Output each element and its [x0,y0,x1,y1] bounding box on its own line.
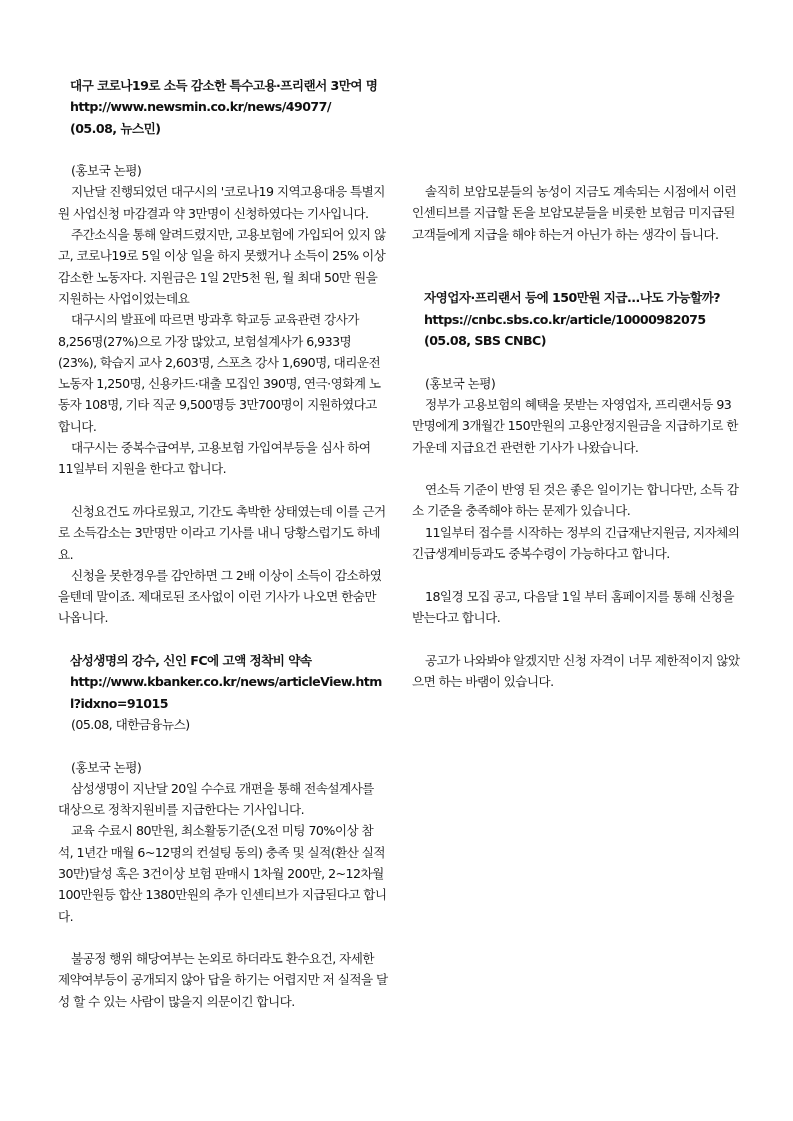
paragraph: 불공정 행위 해당여부는 논외로 하더라도 환수요건, 자세한 제약여부등이 공개되지 않아 답을 하기는 어렵지만 저 실적을 달성 할 수 있는 사람이 많을지 의문이긴 합니다. [58,951,388,1009]
article-source: (05.08, 대한금융뉴스) [71,716,190,732]
article-samsung-life [58,650,388,1012]
paragraph: 교육 수료시 80만원, 최소활동기준(오전 미팅 70%이상 참석, 1년간 매월 6~12명의 컨설팅 동의) 충족 및 실적(환산 실적 30만)달성 혹은 3건이상 보험 판매시 1차월 200만, 2~12차월 100만원등 합산 1380만원의 추가 인센티브가 지급된다고 합니다. [58,823,387,924]
paragraph: 연소득 기준이 반영 된 것은 좋은 일이기는 합니다만, 소득 감소 기준을 충족해야 하는 문제가 있습니다. [412,482,739,519]
article-source: (05.08, SBS CNBC) [424,333,546,349]
article-title: 삼성생명의 강수, 신인 FC에 고액 정착비 약속 [70,653,312,669]
review-label: (홍보국 논평) [71,759,142,775]
article-samsung-life-cont [412,75,740,245]
left-column [58,75,388,1012]
right-column [412,75,740,692]
paragraph: 18일경 모집 공고, 다음달 1일 부터 홈페이지를 통해 신청을 받는다고 합니다. [412,588,735,625]
paragraph: 주간소식을 통해 알려드렸지만, 고용보험에 가입되어 있지 않고, 코로나19로 5일 이상 일을 하지 못했거나 소득이 25% 이상 감소한 노동자다. 지원금은 1일 2만5천 원, 월 최대 50만 원을 지원하는 사업이었는데요 [58,227,386,306]
paragraph: 11일부터 접수를 시작하는 정부의 긴급재난지원금, 지자체의 긴급생계비등과도 중복수령이 가능하다고 합니다. [412,524,740,562]
paragraph: 대구시의 발표에 따르면 방과후 학교등 교육관련 강사가 8,256명(27%)으로 가장 많았고, 보험설계사가 6,933명(23%), 학습지 교사 2,603명, 스포츠 강사 1,690명, 대리운전 노동자 1,250명, 신용카드·대출 모집인 390명, 연극·영화계 노동자 108명, 기타 직군 9,500명등 3만700명이 지원하였다고 합니다. [58,312,381,434]
article-url[interactable]: http://www.kbanker.co.kr/news/articleView.html?idxno=91015 [70,674,382,711]
paragraph: 솔직히 보암모분들의 농성이 지금도 계속되는 시점에서 이런 인센티브를 지급할 돈을 보암모분들을 비롯한 보험금 미지급된 고객들에게 지급을 해야 하는거 아닌가 하는 생각이 듭니다. [412,184,737,242]
article-title: 대구 코로나19로 소득 감소한 특수고용·프리랜서 3만여 명 [70,78,378,93]
article-daegu [58,75,388,629]
paragraph: 지난달 진행되었던 대구시의 '코로나19 지역고용대응 특별지원 사업신청 마감결과 약 3만명이 신청하였다는 기사입니다. [58,184,385,221]
review-label: (홍보국 논평) [425,375,496,391]
paragraph: 공고가 나와봐야 알겠지만 신청 자격이 너무 제한적이지 않았으면 하는 바램이 있습니다. [412,652,740,689]
article-url[interactable]: https://cnbc.sbs.co.kr/article/10000982075 [424,311,706,327]
article-url[interactable]: http://www.newsmin.co.kr/news/49077/ [70,99,331,115]
article-title: 자영업자·프리랜서 등에 150만원 지급...나도 가능할까? [424,290,720,306]
paragraph: 신청요건도 까다로웠고, 기간도 촉박한 상태였는데 이를 근거로 소득감소는 3만명만 이라고 기사를 내니 당황스럽기도 하네요. [58,503,386,562]
article-source: (05.08, 뉴스민) [70,120,161,136]
review-label: (홍보국 논평) [71,163,142,179]
paragraph: 정부가 고용보험의 혜택을 못받는 자영업자, 프리랜서등 93만명에게 3개월간 150만원의 고용안정지원금을 지급하기로 한 가운데 지급요건 관련한 기사가 나왔습니다. [412,396,738,455]
article-freelancer-support [412,287,740,692]
paragraph: 삼성생명이 지난달 20일 수수료 개편을 통해 전속설계사를 대상으로 정착지원비를 지급한다는 기사입니다. [58,780,374,818]
paragraph: 대구시는 중복수급여부, 고용보험 가입여부등을 심사 하여 11일부터 지원을 한다고 합니다. [58,440,371,477]
paragraph: 신청을 못한경우를 감안하면 그 2배 이상이 소득이 감소하였을텐데 말이죠. 제대로된 조사없이 이런 기사가 나오면 한숨만 나옵니다. [58,567,382,626]
